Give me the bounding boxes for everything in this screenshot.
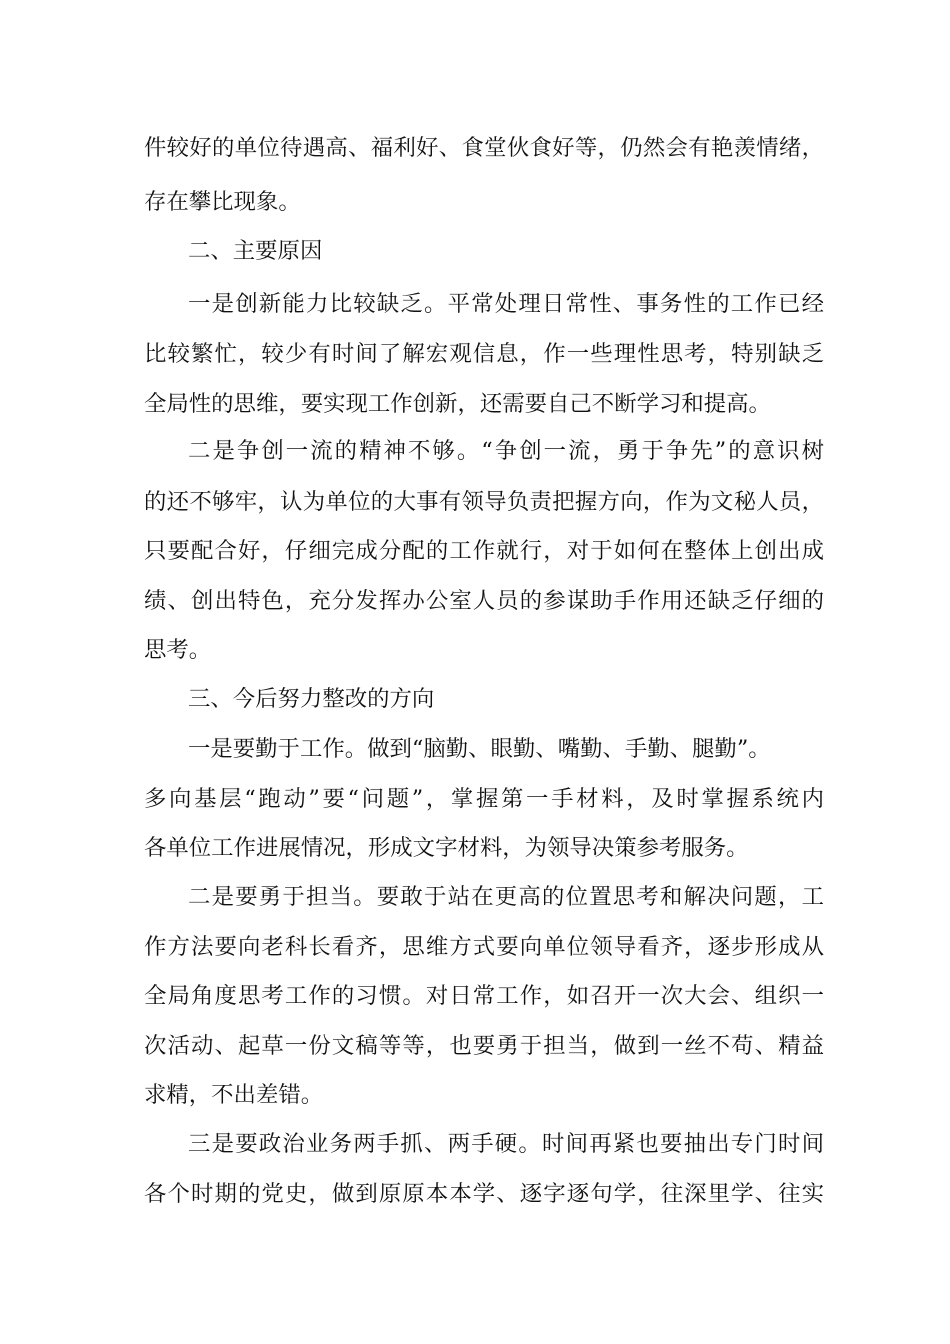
text-line-13: 一是要勤于工作。做到“脑勤、眼勤、嘴勤、手勤、腿勤”。 [188, 736, 771, 762]
text-line-22: 各个时期的党史，做到原原本本学、逐字逐句学，往深里学、往实 [144, 1181, 824, 1207]
text-line-15: 各单位工作进展情况，形成文字材料，为领导决策参考服务。 [144, 835, 749, 861]
text-line-16: 二是要勇于担当。要敢于站在更高的位置思考和解决问题，工 [188, 884, 824, 910]
text-line-6: 全局性的思维，要实现工作创新，还需要自己不断学习和提高。 [144, 391, 771, 417]
text-line-21: 三是要政治业务两手抓、两手硬。时间再紧也要抽出专门时间 [188, 1131, 824, 1157]
text-line-18: 全局角度思考工作的习惯。对日常工作，如召开一次大会、组织一 [144, 983, 824, 1009]
text-line-7: 二是争创一流的精神不够。“争创一流，勇于争先”的意识树 [188, 438, 824, 464]
text-line-20: 求精，不出差错。 [144, 1082, 324, 1108]
section-heading-rectification: 三、今后努力整改的方向 [188, 686, 435, 712]
text-line-10: 绩、创出特色，充分发挥办公室人员的参谋助手作用还缺乏仔细的 [144, 588, 824, 614]
section-heading-main-reasons: 二、主要原因 [188, 238, 323, 264]
text-line-11: 思考。 [144, 637, 212, 663]
text-line-5: 比较繁忙，较少有时间了解宏观信息，作一些理性思考，特别缺乏 [144, 341, 824, 367]
text-line-2: 存在攀比现象。 [144, 189, 301, 215]
text-line-8: 的还不够牢，认为单位的大事有领导负责把握方向，作为文秘人员， [144, 489, 824, 515]
text-line-9: 只要配合好，仔细完成分配的工作就行，对于如何在整体上创出成 [144, 538, 824, 564]
text-line-4: 一是创新能力比较缺乏。平常处理日常性、事务性的工作已经 [188, 291, 824, 317]
text-line-17: 作方法要向老科长看齐，思维方式要向单位领导看齐，逐步形成从 [144, 934, 824, 960]
text-line-19: 次活动、起草一份文稿等等，也要勇于担当，做到一丝不苟、精益 [144, 1033, 824, 1059]
text-line-1: 件较好的单位待遇高、福利好、食堂伙食好等，仍然会有艳羡情绪， [144, 135, 824, 161]
text-line-14: 多向基层“跑动”要“问题”，掌握第一手材料，及时掌握系统内 [144, 786, 824, 812]
